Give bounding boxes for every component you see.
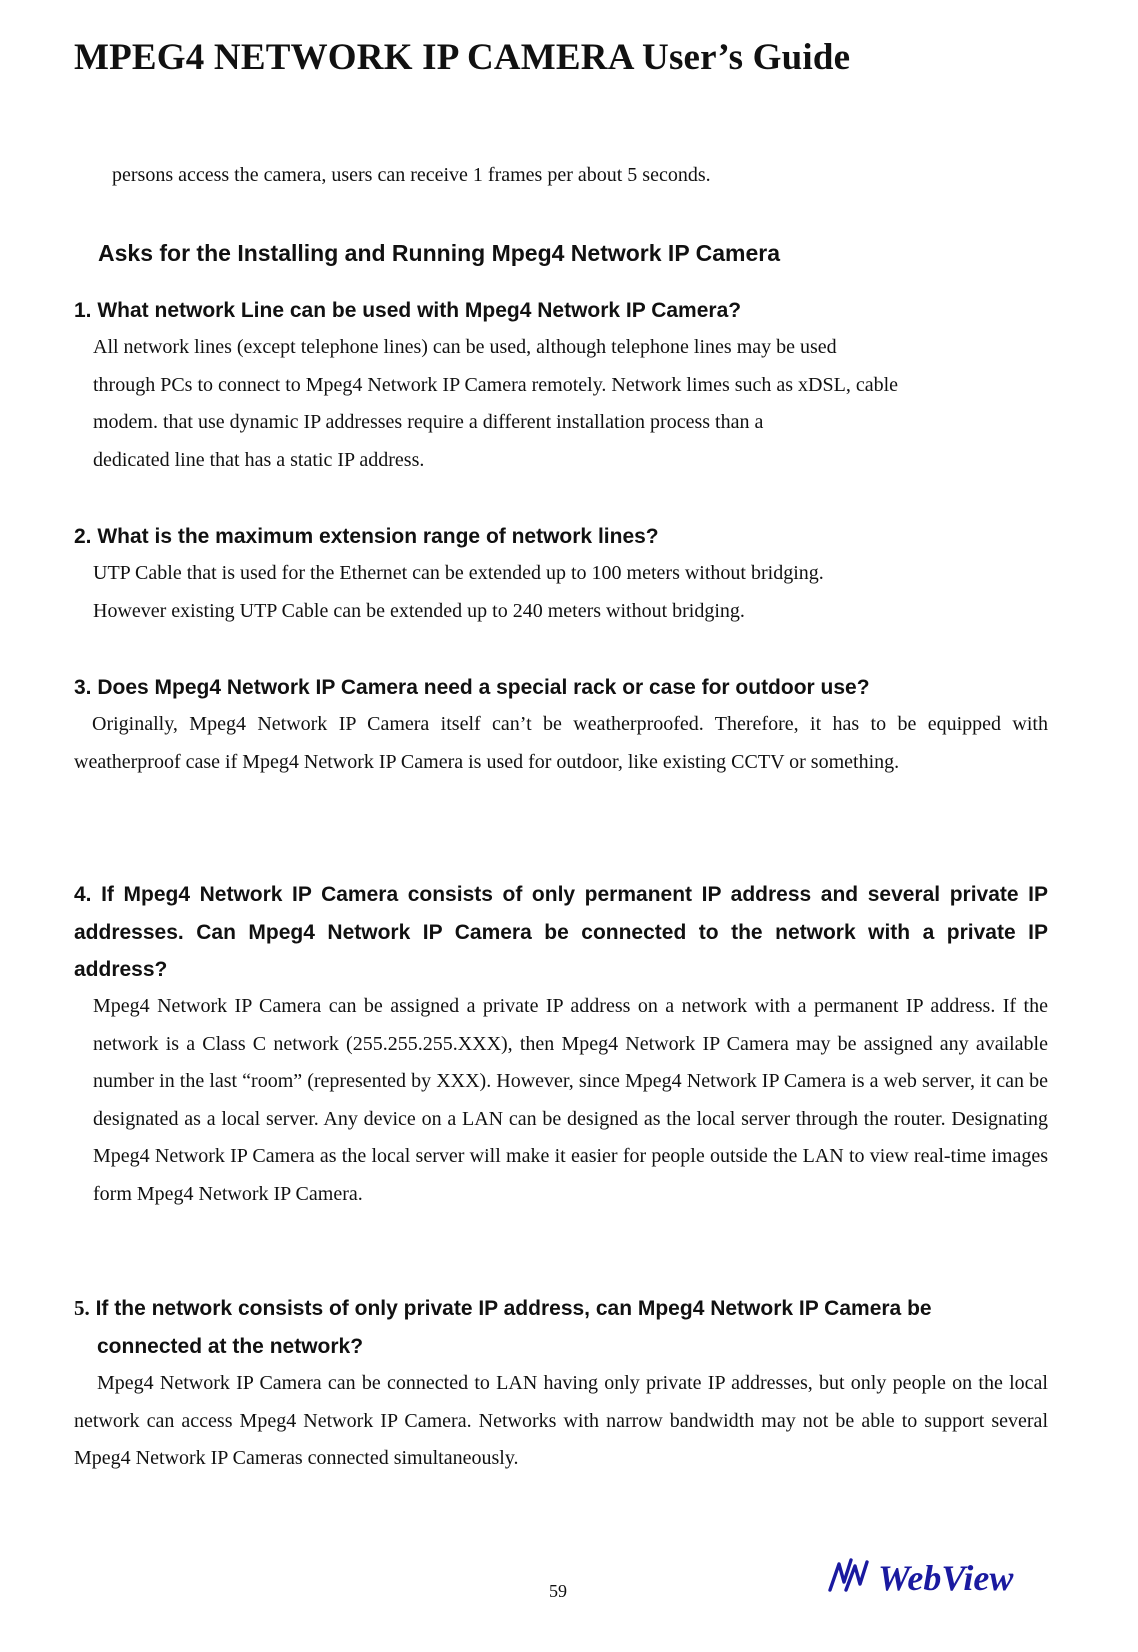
section-heading: Asks for the Installing and Running Mpeg4 Network IP Camera [98,240,781,266]
answer-3: Originally, Mpeg4 Network IP Camera itself can’t be weatherproofed. Therefore, it has to be equipped with weatherproof case if Mpeg4 Network IP Camera is used for outdoor, like existing CCTV or something. [74,713,1048,773]
answer-1-line: dedicated line that has a static IP address. [93,448,425,471]
answer-1 [93,329,898,479]
answer-5: Mpeg4 Network IP Camera can be connected to LAN having only private IP addresses, but only people on the local network can access Mpeg4 Network IP Camera. Networks with narrow bandwidth may not be able to support several Mpeg4 Network IP Cameras connected simultaneously. [74,1372,1048,1469]
page-title: MPEG4 NETWORK IP CAMERA User’s Guide [74,37,851,78]
answer-2-line: However existing UTP Cable can be extended up to 240 meters without bridging. [93,599,745,622]
logo-text: WebView [878,1558,1014,1598]
webview-logo [826,1552,1046,1602]
question-1: 1. What network Line can be used with Mpeg4 Network IP Camera? [74,299,742,322]
question-5-text: If the network consists of only private IP address, can Mpeg4 Network IP Camera be [95,1297,932,1320]
logo-mark-icon [830,1560,867,1590]
question-5 [74,1290,1048,1365]
answer-1-line: All network lines (except telephone lines) can be used, although telephone lines may be used [93,336,837,358]
question-5-number: 5. [74,1296,90,1320]
answer-4: Mpeg4 Network IP Camera can be assigned a private IP address on a network with a permanent IP address. If the network is a Class C network (255.255.255.XXX), then Mpeg4 Network IP Camera may be assigned any available number in the last “room” (represented by XXX). However, since Mpeg4 Network IP Camera is a web server, it can be designated as a local server. Any device on a LAN can be designed as the local server through the router. Designating Mpeg4 Network IP Camera as the local server will make it easier for people outside the LAN to view real-time images form Mpeg4 Network IP Camera. [93,995,1048,1205]
question-3: 3. Does Mpeg4 Network IP Camera need a special rack or case for outdoor use? [74,676,870,699]
page-number: 59 [549,1581,567,1601]
answer-1-line: modem. that use dynamic IP addresses require a different installation process than a [93,411,764,433]
question-2: 2. What is the maximum extension range of network lines? [74,525,659,548]
intro-text: persons access the camera, users can receive 1 frames per about 5 seconds. [112,164,711,186]
answer-2 [93,555,824,630]
question-4: 4. If Mpeg4 Network IP Camera consists of only permanent IP address and several private IP addresses. Can Mpeg4 Network IP Camera be connected to the network with a private IP address? [74,883,1048,981]
answer-1-line: through PCs to connect to Mpeg4 Network IP Camera remotely. Network limes such as xDSL, cable [93,373,899,396]
question-5-continuation: connected at the network? [97,1334,364,1358]
answer-2-line: UTP Cable that is used for the Ethernet can be extended up to 100 meters without bridging. [93,562,824,584]
